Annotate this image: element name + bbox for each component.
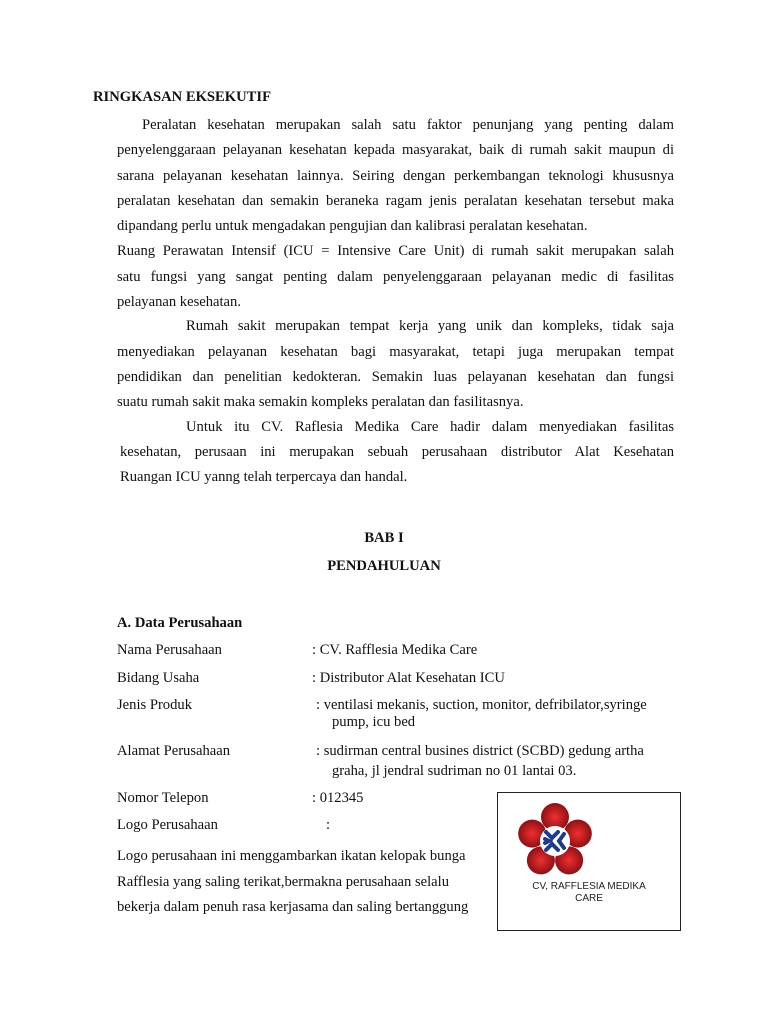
paragraph-line: menyediakan pelayanan kesehatan bagi masyarakat, tetapi juga merupakan tempat <box>117 344 674 360</box>
field-label: Nama Perusahaan <box>117 642 222 658</box>
subsection-heading: A. Data Perusahaan <box>117 615 243 631</box>
logo-description-line: Rafflesia yang saling terikat,bermakna perusahaan selalu <box>117 874 450 890</box>
field-value: : <box>326 817 331 833</box>
paragraph-line: kesehatan, perusaan ini merupakan sebuah perusahaan distributor Alat Kesehatan <box>120 444 674 460</box>
field-value-continued: pump, icu bed <box>332 714 416 730</box>
chapter-title: PENDAHULUAN <box>327 558 441 574</box>
field-value: : CV. Rafflesia Medika Care <box>312 642 478 658</box>
section-heading: RINGKASAN EKSEKUTIF <box>93 89 271 105</box>
logo-caption-line: CARE <box>575 893 603 904</box>
paragraph-line: peralatan kesehatan dan semakin beraneka ragam jenis peralatan kesehatan tersebut maka <box>117 193 674 209</box>
rafflesia-logo-icon <box>510 801 600 881</box>
paragraph-line: dipandang perlu untuk mengadakan pengujian dan kalibrasi peralatan kesehatan. <box>117 218 588 234</box>
paragraph-line: Rumah sakit merupakan tempat kerja yang unik dan kompleks, tidak saja <box>186 318 674 334</box>
logo-description-line: Logo perusahaan ini menggambarkan ikatan kelopak bunga <box>117 848 466 864</box>
paragraph-line: pendidikan dan penelitian kedokteran. Semakin luas pelayanan kesehatan dan fungsi <box>117 369 674 385</box>
paragraph-line: satu fungsi yang sangat penting dalam penyelenggaraan pelayanan medic di fasilitas <box>117 269 674 285</box>
logo-caption <box>498 881 680 905</box>
field-label: Logo Perusahaan <box>117 817 218 833</box>
paragraph-line: Peralatan kesehatan merupakan salah satu faktor penunjang yang penting dalam <box>142 117 674 133</box>
field-value: : ventilasi mekanis, suction, monitor, defribilator,syringe <box>316 697 647 713</box>
field-label: Nomor Telepon <box>117 790 209 806</box>
field-label: Bidang Usaha <box>117 670 200 686</box>
field-value: : Distributor Alat Kesehatan ICU <box>312 670 505 686</box>
paragraph-line: sarana pelayanan kesehatan lainnya. Seiring dengan perkembangan teknologi khususnya <box>117 168 674 184</box>
field-label: Jenis Produk <box>117 697 192 713</box>
paragraph-line: Ruang Perawatan Intensif (ICU = Intensive Care Unit) di rumah sakit merupakan salah <box>117 243 674 259</box>
logo-description-line: bekerja dalam penuh rasa kerjasama dan saling bertanggung <box>117 899 469 915</box>
field-value: : sudirman central busines district (SCBD) gedung artha <box>316 743 644 759</box>
paragraph-line: suatu rumah sakit maka semakin kompleks peralatan dan fasilitasnya. <box>117 394 524 410</box>
field-label: Alamat Perusahaan <box>117 743 231 759</box>
company-logo-frame <box>497 792 681 931</box>
field-value: : 012345 <box>312 790 364 806</box>
paragraph-line: Ruangan ICU yanng telah terpercaya dan handal. <box>120 469 408 485</box>
chapter-number: BAB I <box>364 530 404 546</box>
logo-caption-line: CV, RAFFLESIA MEDIKA <box>532 881 646 892</box>
paragraph-line: penyelenggaraan pelayanan kesehatan kepada masyarakat, baik di rumah sakit maupun di <box>117 142 674 158</box>
paragraph-line: pelayanan kesehatan. <box>117 294 241 310</box>
field-value-continued: graha, jl jendral sudriman no 01 lantai 03. <box>332 763 577 779</box>
paragraph-line: Untuk itu CV. Raflesia Medika Care hadir dalam menyediakan fasilitas <box>186 419 674 435</box>
